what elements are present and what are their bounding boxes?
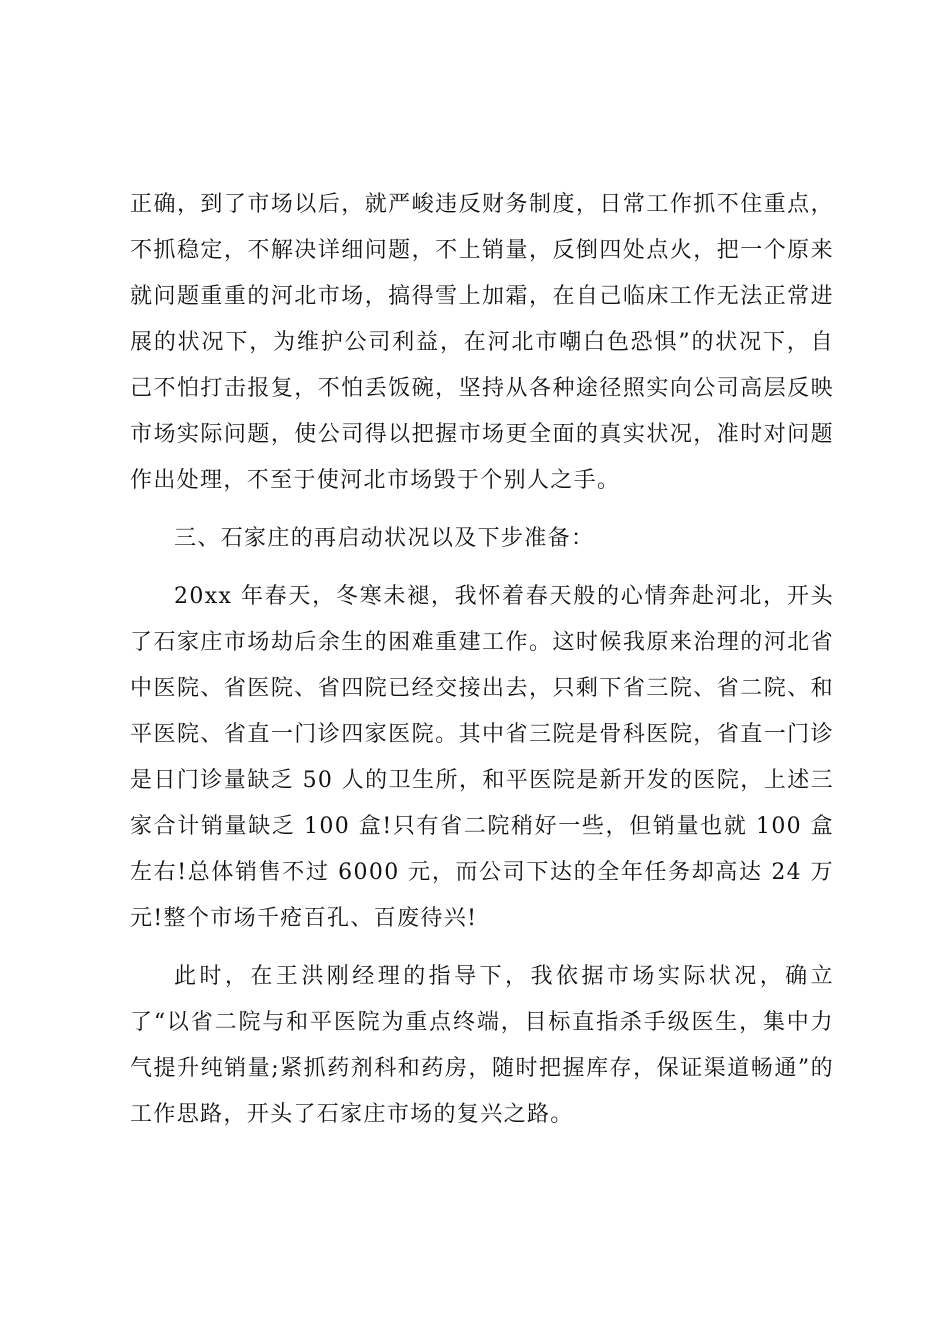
- paragraph-strategy: 此时，在王洪刚经理的指导下，我依据市场实际状况，确立了“以省二院与和平医院为重点终端，目标直指杀手级医生，集中力气提升纯销量;紧抓药剂科和药房，随时把握库存，保证渠道畅通”的工作思路，开头了石家庄市场的复兴之路。: [130, 964, 834, 1127]
- paragraph-spring: 20xx 年春天，冬寒未褪，我怀着春天般的心情奔赴河北，开头了石家庄市场劫后余生的困难重建工作。这时候我原来治理的河北省中医院、省医院、省四院已经交接出去，只剩下省三院、省二院、和平医院、省直一门诊四家医院。其中省三院是骨科医院，省直一门诊是日门诊量缺乏 50 人的卫生所，和平医院是新开发的医院，上述三家合计销量缺乏 100 盒!只有省二院稍好一些，但销量也就 100 盒左右!总体销售不过 6000 元，而公司下达的全年任务却高达 24 万元!整个市场千疮百孔、百废待兴!: [130, 584, 834, 931]
- paragraph-continuation: 正确，到了市场以后，就严峻违反财务制度，日常工作抓不住重点，不抓稳定，不解决详细问题，不上销量，反倒四处点火，把一个原来就问题重重的河北市场，搞得雪上加霜，在自己临床工作无法正常进展的状况下，为维护公司利益，在河北市嘲白色恐惧”的状况下，自己不怕打击报复，不怕丢饭碗，坚持从各种途径照实向公司高层反映市场实际问题，使公司得以把握市场更全面的真实状况，准时对问题作出处理，不至于使河北市场毁于个别人之手。: [130, 192, 834, 493]
- section-heading: 三、石家庄的再启动状况以及下步准备：: [174, 526, 595, 551]
- document-body: [130, 182, 834, 1138]
